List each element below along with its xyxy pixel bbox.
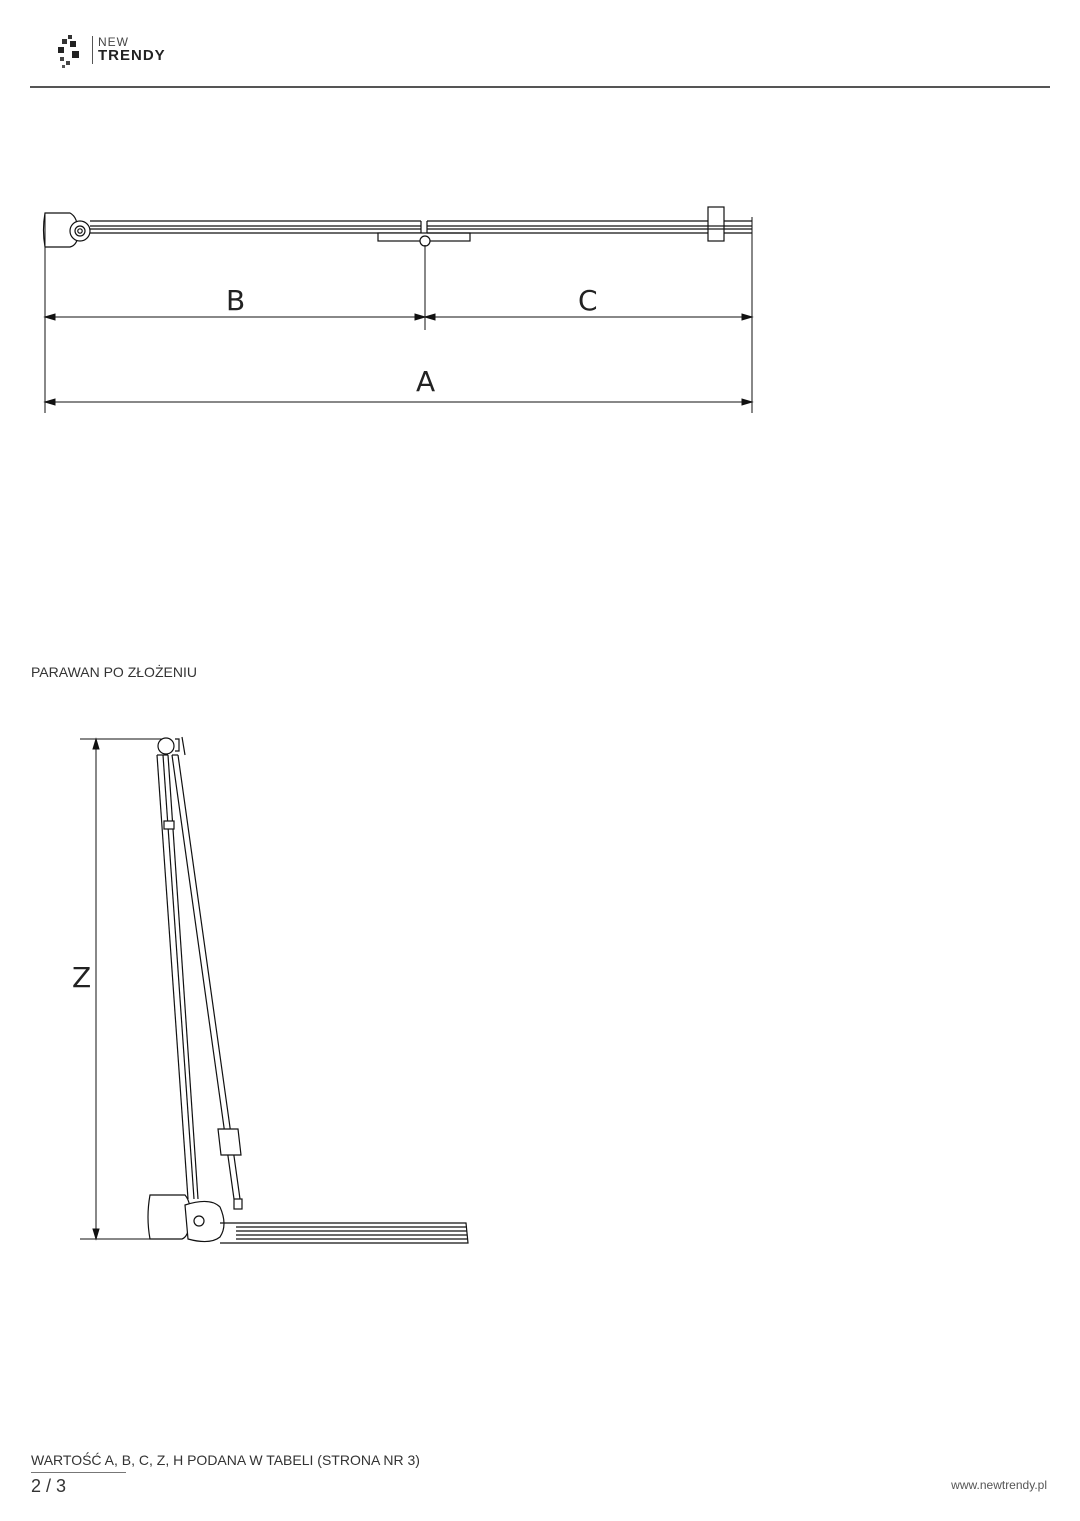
- website-link[interactable]: www.newtrendy.pl: [951, 1478, 1047, 1492]
- dim-label-b: B: [226, 284, 246, 317]
- logo-text-trendy: TRENDY: [98, 47, 166, 64]
- page-number: 2 / 3: [31, 1476, 67, 1496]
- drawing-open-screen: [30, 195, 770, 425]
- header-divider: [30, 86, 1050, 88]
- section-label-folded: PARAWAN PO ZŁOŻENIU: [31, 664, 197, 680]
- footer-note-underline: [31, 1472, 126, 1473]
- dim-label-z: Z: [72, 961, 92, 994]
- drawing-folded-screen: [60, 725, 480, 1255]
- clip: [708, 207, 724, 241]
- logo-separator: [92, 36, 93, 64]
- dim-label-c: C: [578, 284, 598, 317]
- dim-label-a: A: [416, 365, 436, 398]
- hinge-circle: [70, 221, 90, 241]
- logo-text-new: NEW: [98, 35, 129, 49]
- page-header: [0, 0, 1080, 90]
- footer-note: WARTOŚĆ A, B, C, Z, H PODANA W TABELI (STRONA NR 3): [31, 1452, 420, 1468]
- brand-logo-icon: [56, 33, 86, 69]
